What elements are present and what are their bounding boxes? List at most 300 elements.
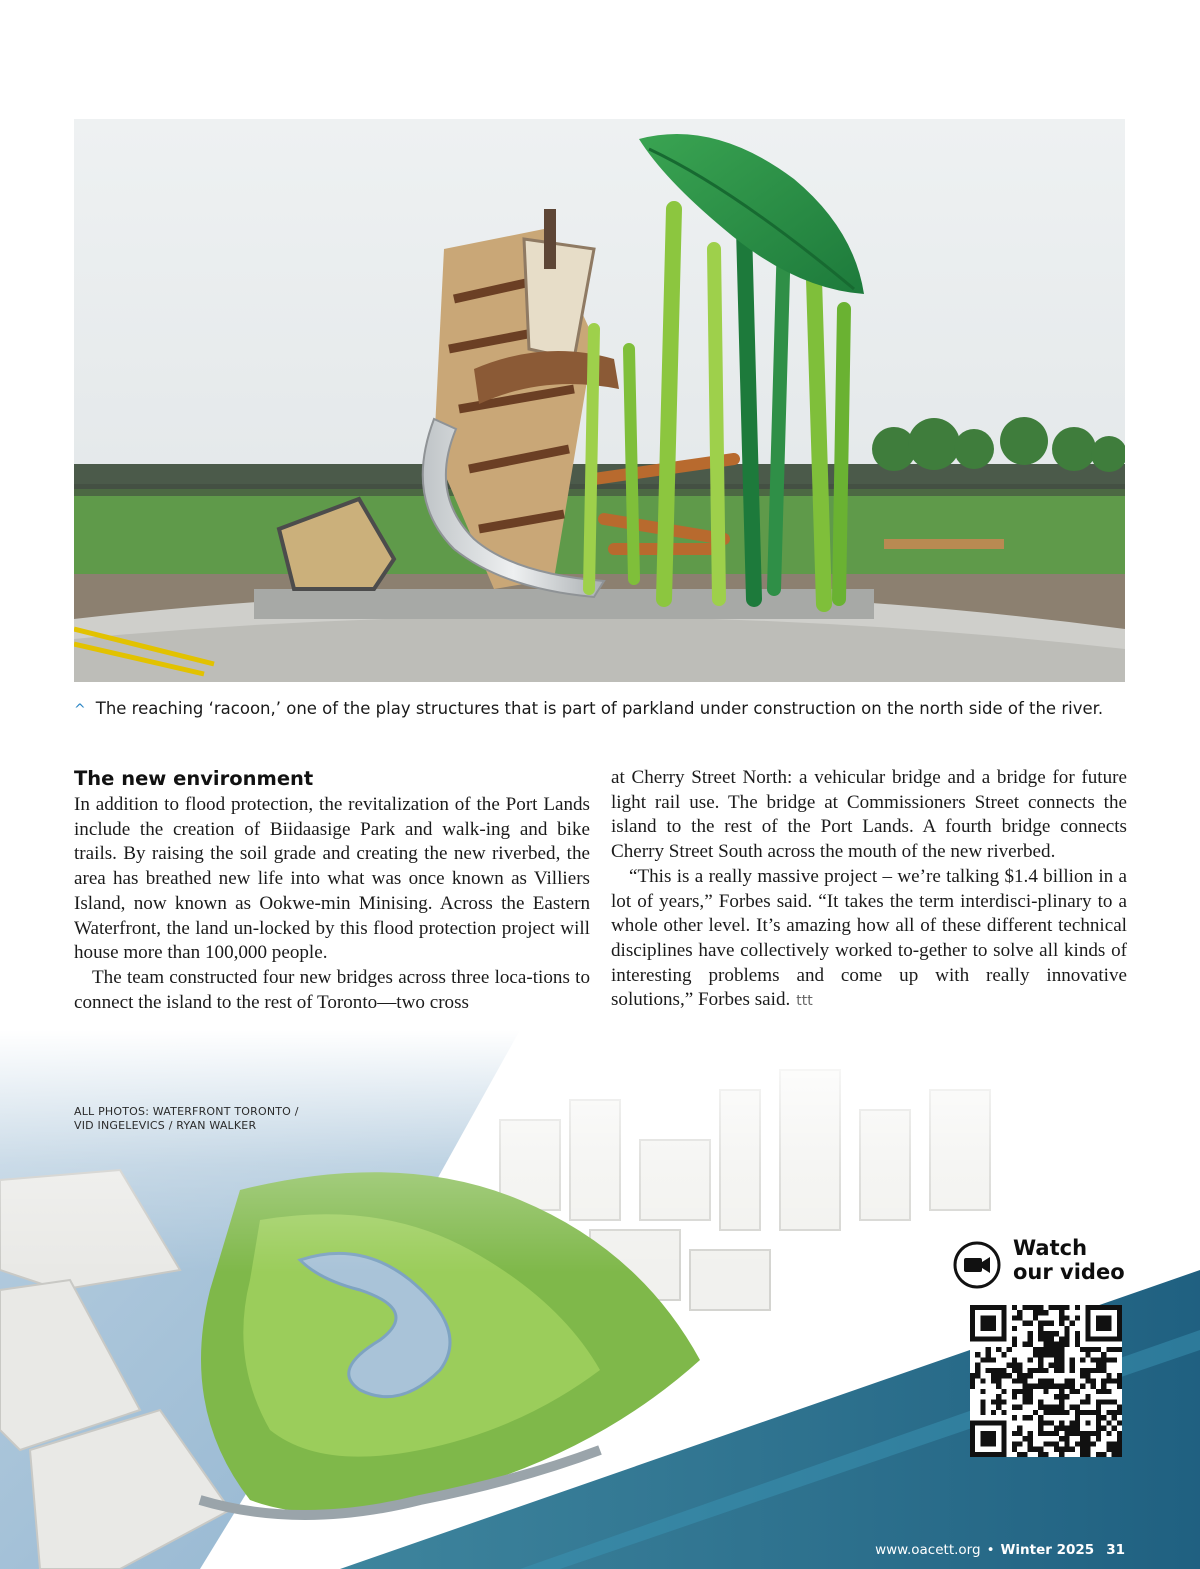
qr-module [980, 1431, 996, 1447]
qr-module [1012, 1342, 1017, 1347]
qr-module [1054, 1405, 1059, 1410]
qr-module [1049, 1363, 1054, 1368]
qr-module [1085, 1373, 1090, 1378]
qr-module [1038, 1363, 1043, 1368]
qr-module [1054, 1384, 1059, 1389]
qr-module [1049, 1305, 1054, 1310]
qr-module [980, 1315, 996, 1331]
qr-module [1059, 1336, 1064, 1341]
qr-module [996, 1384, 1001, 1389]
qr-module [1043, 1321, 1048, 1326]
qr-module [1064, 1394, 1069, 1399]
qr-module [1043, 1336, 1048, 1341]
qr-module [1028, 1441, 1033, 1446]
qr-module [1038, 1368, 1043, 1373]
qr-module [1043, 1347, 1048, 1352]
qr-module [1043, 1420, 1048, 1425]
qr-module [1028, 1389, 1033, 1394]
end-of-article-mark: ttt [796, 993, 813, 1010]
qr-module [1054, 1410, 1059, 1415]
qr-module [1038, 1347, 1043, 1352]
qr-module [1033, 1368, 1038, 1373]
qr-module [1017, 1363, 1022, 1368]
qr-module [996, 1378, 1001, 1383]
qr-module [1106, 1447, 1111, 1452]
qr-module [1038, 1305, 1043, 1310]
qr-module [1038, 1384, 1043, 1389]
qr-module [1085, 1368, 1090, 1373]
qr-module [1085, 1352, 1090, 1357]
qr-module [1007, 1347, 1012, 1352]
qr-module [1028, 1415, 1033, 1420]
qr-module [1038, 1352, 1043, 1357]
qr-module [1017, 1389, 1022, 1394]
qr-module [1028, 1394, 1033, 1399]
qr-module [1054, 1347, 1059, 1352]
qr-module [1075, 1315, 1080, 1320]
qr-module [991, 1373, 996, 1378]
qr-module [1080, 1368, 1085, 1373]
qr-module [1096, 1357, 1101, 1362]
qr-module [975, 1352, 980, 1357]
qr-module [1049, 1405, 1054, 1410]
qr-module [1064, 1426, 1069, 1431]
qr-module [970, 1378, 975, 1383]
qr-module [1070, 1405, 1075, 1410]
footer-website[interactable]: www.oacett.org [875, 1542, 981, 1558]
qr-module [1022, 1321, 1027, 1326]
qr-module [1059, 1321, 1064, 1326]
qr-module [1028, 1431, 1033, 1436]
qr-module [1033, 1315, 1038, 1320]
qr-module [1064, 1431, 1069, 1436]
qr-module [1085, 1436, 1090, 1441]
qr-module [1049, 1352, 1054, 1357]
qr-module [1106, 1399, 1111, 1404]
qr-module [1022, 1305, 1027, 1310]
qr-module [1117, 1347, 1122, 1352]
qr-module [1070, 1368, 1075, 1373]
qr-module [1059, 1389, 1064, 1394]
qr-module [1059, 1436, 1064, 1441]
qr-module [1064, 1331, 1069, 1336]
qr-module [1117, 1405, 1122, 1410]
article-paragraph: In addition to flood protection, the revitalization of the Port Lands include the creation of Biidaasige Park and walk-ing and bike trails. By raising the soil grade and creating the new riverbed, the area has breathed new life into what was once known as Villiers Island, now known as Ookwe-min Minising. Across the Eastern Waterfront, the land un-locked by this flood protection project will house more than 100,000 people. [74, 794, 590, 964]
qr-module [1106, 1410, 1111, 1415]
qr-module [1059, 1363, 1064, 1368]
qr-module [1049, 1378, 1054, 1383]
qr-module [1028, 1399, 1033, 1404]
qr-module [1075, 1336, 1080, 1341]
qr-module [1012, 1378, 1017, 1383]
qr-module [1117, 1410, 1122, 1415]
qr-module [980, 1410, 985, 1415]
qr-module [1028, 1384, 1033, 1389]
qr-module [1080, 1399, 1085, 1404]
qr-module [1012, 1441, 1017, 1446]
qr-module [1070, 1378, 1075, 1383]
qr-module [1101, 1426, 1106, 1431]
qr-module [1028, 1373, 1033, 1378]
photo-credit [74, 1105, 394, 1133]
section-heading: The new environment [74, 767, 314, 790]
qr-module [1085, 1441, 1090, 1446]
qr-module [1080, 1436, 1085, 1441]
qr-module [1096, 1389, 1101, 1394]
qr-module [1038, 1452, 1043, 1457]
qr-module [996, 1405, 1001, 1410]
playground-photo [74, 119, 1125, 682]
qr-module [1085, 1378, 1090, 1383]
qr-module [1012, 1405, 1017, 1410]
qr-module [1085, 1452, 1090, 1457]
qr-module [1012, 1315, 1017, 1320]
qr-module [1043, 1331, 1048, 1336]
qr-module [980, 1405, 985, 1410]
qr-module [1080, 1452, 1085, 1457]
qr-module [1096, 1347, 1101, 1352]
qr-module [1085, 1347, 1090, 1352]
qr-module [986, 1347, 991, 1352]
qr-module [986, 1352, 991, 1357]
qr-module [1022, 1378, 1027, 1383]
qr-module [1112, 1410, 1117, 1415]
qr-module [1012, 1394, 1017, 1399]
photo-caption [74, 699, 1154, 723]
qr-module [1012, 1389, 1017, 1394]
qr-module [1059, 1426, 1064, 1431]
qr-module [1022, 1415, 1027, 1420]
qr-module [1054, 1342, 1059, 1347]
qr-module [1117, 1447, 1122, 1452]
qr-module [1022, 1384, 1027, 1389]
qr-module [1012, 1336, 1017, 1341]
qr-module [1033, 1310, 1038, 1315]
qr-module [1043, 1378, 1048, 1383]
playground-photo-image [74, 119, 1125, 682]
footer-season: Winter 2025 [1000, 1542, 1095, 1558]
qr-module [1001, 1389, 1006, 1394]
qr-module [1085, 1399, 1090, 1404]
qr-module [1043, 1441, 1048, 1446]
qr-module [1022, 1373, 1027, 1378]
article-paragraph: The team constructed four new bridges across three loca-tions to connect the island to the rest of Toronto—two cross [74, 966, 590, 1013]
qr-module [1049, 1431, 1054, 1436]
qr-module [986, 1368, 991, 1373]
qr-module [1101, 1452, 1106, 1457]
watch-video-link[interactable] [1013, 1236, 1163, 1284]
qr-module [1106, 1441, 1111, 1446]
qr-module [1059, 1399, 1064, 1404]
qr-module [1038, 1447, 1043, 1452]
qr-module [1112, 1426, 1117, 1431]
photo-credit-line: VID INGELEVICS / RYAN WALKER [74, 1119, 257, 1132]
qr-module [1038, 1321, 1043, 1326]
qr-module [1059, 1342, 1064, 1347]
qr-module [1038, 1331, 1043, 1336]
qr-module [1012, 1305, 1017, 1310]
qr-module [1017, 1310, 1022, 1315]
qr-module [1101, 1368, 1106, 1373]
qr-module [1106, 1420, 1111, 1425]
qr-module [1080, 1373, 1085, 1378]
qr-module [1043, 1405, 1048, 1410]
qr-module [1038, 1326, 1043, 1331]
qr-module [1017, 1405, 1022, 1410]
footer-separator: • [986, 1542, 995, 1558]
qr-module [1075, 1342, 1080, 1347]
qr-module [1012, 1357, 1017, 1362]
qr-module [1038, 1405, 1043, 1410]
page-footer [875, 1542, 1125, 1558]
qr-module [1049, 1336, 1054, 1341]
qr-module [1080, 1441, 1085, 1446]
article-paragraph-text: “This is a really massive project – we’re talking $1.4 billion in a lot of years,” Forbes said. “It takes the term interdisci-plinary to a whole other level. It’s amazing how all of these different technical disciplines have collectively worked to-gether to solve all kinds of interesting problems and come up with really innovative solutions,” Forbes said. [611, 865, 1127, 1011]
qr-module [996, 1399, 1001, 1404]
qr-module [1001, 1410, 1006, 1415]
qr-module [1070, 1447, 1075, 1452]
qr-module [1101, 1378, 1106, 1383]
qr-module [1091, 1357, 1096, 1362]
qr-module [1112, 1378, 1117, 1383]
qr-module [1043, 1431, 1048, 1436]
qr-module [1070, 1384, 1075, 1389]
qr-module [1028, 1331, 1033, 1336]
qr-module [1096, 1452, 1101, 1457]
qr-module [1106, 1373, 1111, 1378]
qr-module [1022, 1399, 1027, 1404]
qr-module [1096, 1436, 1101, 1441]
qr-module [1117, 1420, 1122, 1425]
qr-module [1049, 1347, 1054, 1352]
qr-module [1064, 1326, 1069, 1331]
qr-module [1007, 1373, 1012, 1378]
qr-module [1070, 1321, 1075, 1326]
article-paragraph [611, 865, 1127, 1014]
qr-module [1017, 1373, 1022, 1378]
qr-module [1054, 1447, 1059, 1452]
qr-module [1080, 1447, 1085, 1452]
qr-module [1059, 1305, 1064, 1310]
qr-module [1117, 1378, 1122, 1383]
qr-module [1017, 1378, 1022, 1383]
qr-module [996, 1347, 1001, 1352]
qr-module [1038, 1357, 1043, 1362]
qr-module [1028, 1357, 1033, 1362]
qr-module [1117, 1436, 1122, 1441]
qr-module [1101, 1384, 1106, 1389]
qr-module [1106, 1378, 1111, 1383]
qr-module [1017, 1441, 1022, 1446]
qr-module [1075, 1441, 1080, 1446]
qr-module [1070, 1420, 1075, 1425]
qr-module [1012, 1363, 1017, 1368]
qr-module [1080, 1384, 1085, 1389]
qr-module [996, 1394, 1001, 1399]
qr-module [970, 1384, 975, 1389]
qr-module [1038, 1336, 1043, 1341]
qr-module [1070, 1363, 1075, 1368]
qr-module [970, 1373, 975, 1378]
qr-module [1070, 1357, 1075, 1362]
qr-module [1070, 1426, 1075, 1431]
qr-module [1101, 1363, 1106, 1368]
qr-module [991, 1378, 996, 1383]
qr-module [1059, 1315, 1064, 1320]
qr-module [1033, 1347, 1038, 1352]
qr-module [1064, 1441, 1069, 1446]
video-camera-icon-graphic [952, 1240, 1002, 1290]
qr-module [986, 1357, 991, 1362]
qr-module [1096, 1405, 1101, 1410]
qr-module [1064, 1436, 1069, 1441]
qr-module [1049, 1331, 1054, 1336]
qr-module [1022, 1389, 1027, 1394]
qr-module [1117, 1441, 1122, 1446]
page-number: 31 [1106, 1542, 1125, 1558]
qr-module [991, 1368, 996, 1373]
qr-module [1012, 1431, 1017, 1436]
qr-module [1012, 1326, 1017, 1331]
qr-module [1022, 1394, 1027, 1399]
qr-module [1091, 1347, 1096, 1352]
qr-module [1112, 1415, 1117, 1420]
qr-module [980, 1378, 985, 1383]
qr-module [1096, 1399, 1101, 1404]
qr-module [1080, 1347, 1085, 1352]
article-paragraph: at Cherry Street North: a vehicular bridge and a bridge for future light rail use. The bridge at Commissioners Street connects the island to the rest of the Port Lands. A fourth bridge connects Cherry Street South across the mouth of the new riverbed. [611, 767, 1127, 863]
qr-module [1070, 1431, 1075, 1436]
qr-module [1075, 1389, 1080, 1394]
qr-module [980, 1389, 985, 1394]
qr-module [1106, 1431, 1111, 1436]
qr-module [1001, 1352, 1006, 1357]
qr-module [1028, 1436, 1033, 1441]
qr-module [1028, 1305, 1033, 1310]
qr-module [1059, 1352, 1064, 1357]
qr-module [1043, 1368, 1048, 1373]
qr-module [1064, 1336, 1069, 1341]
qr-module [1112, 1347, 1117, 1352]
qr-module [1096, 1315, 1112, 1331]
qr-module [1033, 1447, 1038, 1452]
qr-module [1028, 1342, 1033, 1347]
qr-module [1112, 1452, 1117, 1457]
qr-module [975, 1363, 980, 1368]
qr-module [1022, 1452, 1027, 1457]
qr-module [1038, 1420, 1043, 1425]
qr-code-icon[interactable] [970, 1305, 1122, 1457]
qr-module [1054, 1363, 1059, 1368]
article-column-left [74, 765, 590, 1015]
qr-module [1017, 1426, 1022, 1431]
qr-module [1007, 1363, 1012, 1368]
watch-video-line: Watch [1013, 1236, 1088, 1260]
qr-module [1112, 1447, 1117, 1452]
qr-module [1085, 1420, 1090, 1425]
caption-text: The reaching ‘racoon,’ one of the play structures that is part of parkland under construction on the north side of the river. [95, 699, 1104, 718]
qr-module [1038, 1426, 1043, 1431]
qr-module [1101, 1357, 1106, 1362]
qr-module [975, 1368, 980, 1373]
qr-module [1038, 1431, 1043, 1436]
qr-module [1017, 1315, 1022, 1320]
qr-module [1117, 1431, 1122, 1436]
qr-module [1017, 1452, 1022, 1457]
qr-module [991, 1410, 996, 1415]
qr-module [1059, 1347, 1064, 1352]
qr-module [1033, 1305, 1038, 1310]
qr-module [1117, 1373, 1122, 1378]
qr-module [1001, 1373, 1006, 1378]
qr-module [1064, 1410, 1069, 1415]
qr-module [1012, 1447, 1017, 1452]
qr-module [1043, 1452, 1048, 1457]
qr-module [1043, 1410, 1048, 1415]
qr-module [1112, 1357, 1117, 1362]
qr-module [1049, 1342, 1054, 1347]
qr-module [1059, 1384, 1064, 1389]
qr-module [1054, 1426, 1059, 1431]
qr-module [1028, 1321, 1033, 1326]
qr-module [1022, 1436, 1027, 1441]
qr-module [1112, 1399, 1117, 1404]
qr-module [1054, 1394, 1059, 1399]
qr-module [1075, 1305, 1080, 1310]
qr-module [1070, 1389, 1075, 1394]
qr-module [1049, 1420, 1054, 1425]
watch-video-line: our video [1013, 1260, 1125, 1284]
qr-module [980, 1357, 985, 1362]
qr-module [1117, 1384, 1122, 1389]
qr-module [1101, 1389, 1106, 1394]
qr-module [1064, 1384, 1069, 1389]
qr-module [1106, 1347, 1111, 1352]
qr-module [1043, 1310, 1048, 1315]
qr-module [1096, 1368, 1101, 1373]
qr-module [991, 1357, 996, 1362]
qr-module [1106, 1389, 1111, 1394]
qr-module [1033, 1410, 1038, 1415]
video-camera-icon[interactable] [952, 1240, 1002, 1290]
qr-module [1064, 1378, 1069, 1383]
qr-module [1038, 1310, 1043, 1315]
qr-module [1059, 1405, 1064, 1410]
qr-module [1059, 1447, 1064, 1452]
qr-module [996, 1368, 1001, 1373]
qr-module [1049, 1410, 1054, 1415]
qr-module [1059, 1410, 1064, 1415]
qr-module [1054, 1441, 1059, 1446]
qr-module [1054, 1357, 1059, 1362]
qr-code-graphic [970, 1305, 1122, 1457]
qr-module [1106, 1357, 1111, 1362]
qr-module [1059, 1357, 1064, 1362]
qr-module [1028, 1368, 1033, 1373]
qr-module [1091, 1378, 1096, 1383]
qr-module [1096, 1363, 1101, 1368]
qr-module [1054, 1352, 1059, 1357]
photo-credit-line: ALL PHOTOS: WATERFRONT TORONTO / [74, 1105, 299, 1118]
qr-module [1054, 1331, 1059, 1336]
qr-module [1059, 1310, 1064, 1315]
qr-module [1033, 1384, 1038, 1389]
qr-module [1049, 1321, 1054, 1326]
qr-module [1012, 1415, 1017, 1420]
qr-module [1022, 1342, 1027, 1347]
qr-module [1017, 1368, 1022, 1373]
qr-module [1001, 1368, 1006, 1373]
